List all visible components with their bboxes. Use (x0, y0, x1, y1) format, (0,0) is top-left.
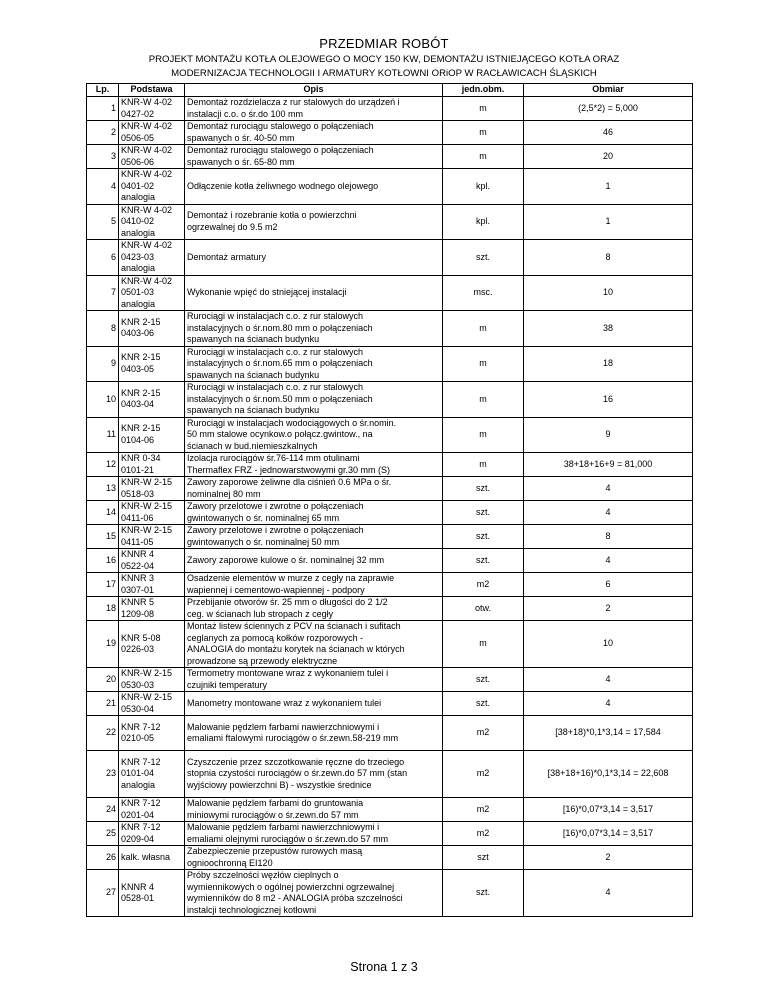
table-row (87, 822, 693, 846)
code-line: 0403-05 (121, 363, 155, 374)
header-code: Podstawa (119, 84, 185, 97)
code-line: KNR 2-15 (121, 387, 161, 398)
desc-line: Odłączenie kotła żeliwnego wodnego olejowego (187, 180, 379, 191)
desc-line: spawanych na ścianach budynku (187, 334, 320, 344)
table-body (87, 97, 693, 917)
cell-desc (185, 453, 443, 477)
code-line: KNR 2-15 (121, 316, 161, 327)
desc-line: ogrzewalnej do 9.5 m2 (187, 221, 278, 232)
code-line: KNR-W 2-15 (121, 668, 173, 678)
code-line: KNNR 5 (121, 597, 155, 607)
code-line: KNR-W 4-02 (121, 169, 173, 179)
cell-desc (185, 346, 443, 382)
cell-desc (185, 121, 443, 145)
desc-line: instalacyjnych o śr.nom.65 mm o połączeniach (187, 358, 373, 368)
code-line: 0427-02 (121, 108, 155, 119)
cell-unit: kpl. (443, 204, 524, 240)
cell-desc (185, 798, 443, 822)
code-line: 0530-03 (121, 679, 155, 690)
cell-qty: 10 (524, 621, 693, 668)
code-line: KNR-W 2-15 (121, 692, 173, 702)
cell-qty: 4 (524, 870, 693, 917)
cell-lp: 24 (87, 798, 119, 822)
code-line: 0210-05 (121, 733, 155, 743)
page-footer: Strona 1 z 3 (350, 960, 418, 974)
desc-line: Termometry montowane wraz z wykonaniem tulei i (187, 668, 389, 678)
cell-lp: 26 (87, 846, 119, 870)
cell-unit: m (443, 97, 524, 121)
cell-code (119, 501, 185, 525)
cell-desc (185, 311, 443, 347)
cell-desc (185, 846, 443, 870)
cell-unit: szt. (443, 240, 524, 276)
cell-desc (185, 525, 443, 549)
desc-line: wapiennej i cementowo-wapiennej - podpory (187, 584, 365, 595)
cell-unit: m2 (443, 716, 524, 751)
table-row (87, 549, 693, 573)
cell-code (119, 477, 185, 501)
desc-line: Zawory zaporowe żeliwne dla ciśnień 0.6 MPa o śr. (187, 477, 392, 487)
cell-lp: 6 (87, 240, 119, 276)
cell-lp: 21 (87, 692, 119, 716)
cell-lp: 7 (87, 275, 119, 311)
table-row (87, 382, 693, 418)
table-row (87, 97, 693, 121)
cell-qty: 1 (524, 204, 693, 240)
cell-qty: 18 (524, 346, 693, 382)
cell-unit: msc. (443, 275, 524, 311)
cell-qty: [16)*0,07*3,14 = 3,517 (524, 822, 693, 846)
cell-qty: [16)*0,07*3,14 = 3,517 (524, 798, 693, 822)
table-row (87, 121, 693, 145)
code-line: KNR-W 4-02 (121, 275, 173, 286)
cell-qty: 4 (524, 549, 693, 573)
cell-lp: 3 (87, 145, 119, 169)
code-line: KNR 2-15 (121, 352, 161, 363)
code-line: KNNR 4 (121, 549, 155, 559)
code-line: KNR 7-12 (121, 798, 161, 808)
desc-line: instalacyjnych o śr.nom.50 mm o połączeniach (187, 393, 373, 404)
table-row (87, 477, 693, 501)
cell-lp: 18 (87, 597, 119, 621)
code-line: KNR 7-12 (121, 756, 161, 767)
table-row (87, 417, 693, 453)
desc-line: miniowymi rurociągów o śr.zewn.do 57 mm (187, 809, 359, 820)
cell-desc (185, 382, 443, 418)
code-line: 0104-06 (121, 434, 155, 445)
code-line: 0423-03 (121, 251, 155, 262)
table-row (87, 169, 693, 205)
cell-desc (185, 549, 443, 573)
code-line: KNR 7-12 (121, 721, 161, 732)
cell-unit: m (443, 311, 524, 347)
cell-code (119, 846, 185, 870)
cell-qty: 16 (524, 382, 693, 418)
code-line: analogia (121, 263, 156, 273)
code-line: KNR 0-34 (121, 453, 161, 463)
table-row (87, 716, 693, 751)
code-line: 0501-03 (121, 287, 155, 297)
desc-line: ognioochronną EI120 (187, 857, 273, 868)
desc-line: Rurociągi w instalacjach c.o. z rur stalowych (187, 382, 364, 392)
cell-unit: m2 (443, 751, 524, 798)
code-line: 0201-04 (121, 809, 155, 820)
code-line: 0506-05 (121, 132, 155, 143)
desc-line: Demontaż armatury (187, 251, 267, 262)
cell-code (119, 716, 185, 751)
cell-unit: szt. (443, 501, 524, 525)
cell-qty: 2 (524, 846, 693, 870)
desc-line: gwintowanych o śr. nominalnej 50 mm (187, 536, 340, 547)
cell-desc (185, 822, 443, 846)
cell-unit: m (443, 417, 524, 453)
code-line: KNNR 4 (121, 881, 155, 892)
table-row (87, 453, 693, 477)
cell-code (119, 597, 185, 621)
cell-code (119, 870, 185, 917)
subtitle-line-1: PROJEKT MONTAŻU KOTŁA OLEJOWEGO O MOCY 150 KW, DEMONTAŻU ISTNIEJĄCEGO KOTŁA ORAZ (148, 54, 620, 65)
subtitle-line-2: MODERNIZACJA TECHNOLOGII I ARMATURY KOTŁOWNI ORiOP W RACŁAWICACH ŚLĄSKICH (171, 68, 597, 79)
cell-lp: 27 (87, 870, 119, 917)
desc-line: nominalnej 80 mm (187, 488, 261, 499)
cell-code (119, 382, 185, 418)
code-line: 0209-04 (121, 833, 155, 844)
header-unit: jedn.obm. (443, 84, 524, 97)
cell-unit: otw. (443, 597, 524, 621)
cell-code (119, 204, 185, 240)
header-desc: Opis (185, 84, 443, 97)
cell-lp: 25 (87, 822, 119, 846)
cell-qty: 4 (524, 501, 693, 525)
cell-lp: 8 (87, 311, 119, 347)
cell-lp: 14 (87, 501, 119, 525)
code-line: 0403-06 (121, 328, 155, 339)
cell-lp: 9 (87, 346, 119, 382)
cell-qty: 8 (524, 525, 693, 549)
desc-line: wyjściowy powierzchni B) - wszystkie średnice (187, 779, 372, 790)
desc-line: Zawory zaporowe kulowe o śr. nominalnej 32 mm (187, 554, 385, 565)
cell-unit: szt. (443, 549, 524, 573)
cell-unit: m2 (443, 573, 524, 597)
code-line: KNR-W 2-15 (121, 477, 173, 487)
document-title: PRZEDMIAR ROBÓT (319, 36, 449, 51)
desc-line: Demontaż i rozebranie kotła o powierzchni (187, 210, 357, 221)
table-header-row (87, 84, 693, 97)
cell-qty: 2 (524, 597, 693, 621)
cell-qty: 9 (524, 417, 693, 453)
cell-qty: (2,5*2) = 5,000 (524, 97, 693, 121)
desc-line: Czyszczenie przez szczotkowanie ręczne do trzeciego (187, 756, 405, 767)
code-line: 0410-02 (121, 216, 155, 226)
desc-line: Rurociągi w instalacjach c.o. z rur stalowych (187, 311, 364, 321)
cell-desc (185, 240, 443, 276)
cell-qty: 38 (524, 311, 693, 347)
desc-line: instalacji c.o. o śr.do 100 mm (187, 108, 304, 119)
desc-line: czujniki temperatury (187, 679, 268, 690)
desc-line: Montaż listew ściennych z PCV na ścianach i sufitach (187, 621, 401, 631)
cell-desc (185, 501, 443, 525)
cell-desc (185, 597, 443, 621)
cell-qty: 1 (524, 169, 693, 205)
code-line: kalk. własna (121, 851, 171, 862)
code-line: 0518-03 (121, 488, 155, 499)
cell-qty: 8 (524, 240, 693, 276)
desc-line: spawanych o śr. 40-50 mm (187, 132, 295, 143)
cell-lp: 5 (87, 204, 119, 240)
cell-code (119, 525, 185, 549)
cell-lp: 10 (87, 382, 119, 418)
desc-line: Zabezpieczenie przepustów rurowych masą (187, 846, 363, 856)
cell-code (119, 751, 185, 798)
desc-line: Zawory przelotowe i zwrotne o połączeniach (187, 525, 364, 535)
desc-line: Przebijanie otworów śr. 25 mm o długości do 2 1/2 (187, 597, 388, 607)
desc-line: Demontaż rurociągu stalowego o połączeniach (187, 145, 374, 155)
cell-desc (185, 870, 443, 917)
cell-unit: szt (443, 846, 524, 870)
desc-line: emaliami ftalowymi rurociągów o śr.zewn.58-219 mm (187, 733, 399, 743)
cell-qty: 4 (524, 692, 693, 716)
cell-unit: kpl. (443, 169, 524, 205)
cell-qty: [38+18+16)*0,1*3,14 = 22,608 (524, 751, 693, 798)
cell-unit: m2 (443, 798, 524, 822)
cell-code (119, 692, 185, 716)
cell-qty: 38+18+16+9 = 81,000 (524, 453, 693, 477)
cell-unit: m (443, 382, 524, 418)
code-line: KNR-W 4-02 (121, 121, 173, 131)
code-line: KNR-W 2-15 (121, 501, 173, 511)
cell-code (119, 145, 185, 169)
code-line: analogia (121, 298, 156, 309)
table-row (87, 597, 693, 621)
table-row (87, 798, 693, 822)
desc-line: Demontaż rurociągu stalowego o połączeniach (187, 121, 374, 131)
cell-code (119, 346, 185, 382)
cell-code (119, 573, 185, 597)
code-line: KNR 7-12 (121, 822, 161, 832)
cell-qty: 4 (524, 477, 693, 501)
cell-unit: szt. (443, 692, 524, 716)
code-line: 0403-04 (121, 399, 155, 410)
header-qty: Obmiar (524, 84, 693, 97)
cell-qty: 10 (524, 275, 693, 311)
table-row (87, 751, 693, 798)
cell-unit: szt. (443, 525, 524, 549)
cell-lp: 11 (87, 417, 119, 453)
cell-qty: 4 (524, 668, 693, 692)
desc-line: spawanych na ścianach budynku (187, 369, 320, 380)
desc-line: emaliami olejnymi rurociągów o śr.zewn.do 57 mm (187, 833, 389, 844)
desc-line: ceglanych za pomocą kołków rozporowych - (187, 632, 364, 643)
desc-line: Osadzenie elementów w murze z cegły na zaprawie (187, 573, 395, 583)
code-line: analogia (121, 227, 156, 238)
cell-desc (185, 573, 443, 597)
cell-unit: m (443, 145, 524, 169)
cell-desc (185, 716, 443, 751)
cell-unit: szt. (443, 870, 524, 917)
table-row (87, 501, 693, 525)
cell-unit: m (443, 121, 524, 145)
cell-lp: 17 (87, 573, 119, 597)
desc-line: prowadzone są przewody elektryczne (187, 655, 338, 666)
cell-code (119, 668, 185, 692)
table-row (87, 346, 693, 382)
desc-line: Malowanie pędzlem farbami nawierzchniowymi i (187, 822, 380, 832)
cell-desc (185, 668, 443, 692)
table-row (87, 621, 693, 668)
code-line: KNR-W 4-02 (121, 204, 173, 215)
cell-lp: 19 (87, 621, 119, 668)
table-row (87, 311, 693, 347)
cell-desc (185, 204, 443, 240)
table-row (87, 573, 693, 597)
table-row (87, 870, 693, 917)
cell-code (119, 97, 185, 121)
desc-line: Próby szczelności węzłów cieplnych o (187, 870, 339, 880)
code-line: KNR 5-08 (121, 632, 161, 643)
table-row (87, 145, 693, 169)
code-line: 0101-21 (121, 464, 155, 475)
bill-of-quantities-table (86, 83, 693, 917)
desc-line: ANALOGIA do montażu korytek na ścianach w których (187, 644, 405, 654)
document-subtitle (40, 53, 728, 81)
desc-line: spawanych o śr. 65-80 mm (187, 156, 295, 167)
code-line: 0528-01 (121, 893, 155, 903)
desc-line: Malowanie pędzlem farbami do gruntowania (187, 798, 364, 808)
code-line: KNR-W 4-02 (121, 97, 173, 107)
cell-code (119, 453, 185, 477)
table-row (87, 240, 693, 276)
code-line: 0506-06 (121, 156, 155, 167)
cell-unit: m2 (443, 822, 524, 846)
cell-code (119, 240, 185, 276)
table-row (87, 275, 693, 311)
cell-code (119, 169, 185, 205)
desc-line: wymiennikowych o ogólnej powierzchni ogrzewalnej (187, 881, 395, 892)
cell-code (119, 798, 185, 822)
code-line: 0411-05 (121, 536, 154, 547)
cell-lp: 23 (87, 751, 119, 798)
cell-unit: m (443, 346, 524, 382)
code-line: KNR-W 2-15 (121, 525, 173, 535)
code-line: 0530-04 (121, 703, 155, 714)
desc-line: ścianach w bud.niemieszkalnych (187, 440, 318, 451)
table-row (87, 668, 693, 692)
cell-unit: szt. (443, 477, 524, 501)
cell-lp: 22 (87, 716, 119, 751)
desc-line: instalcji technologicznej kotłowni (187, 904, 317, 915)
desc-line: Thermaflex FRZ - jednowarstwowymi gr.30 mm (S) (187, 464, 391, 475)
cell-lp: 12 (87, 453, 119, 477)
cell-desc (185, 275, 443, 311)
cell-desc (185, 477, 443, 501)
code-line: 0411-06 (121, 512, 154, 523)
desc-line: 50 mm stalowe ocynkow.o połącz.gwintow., na (187, 429, 373, 439)
desc-line: Wykonanie wpięć do stniejącej instalacji (187, 287, 347, 297)
desc-line: gwintowanych o śr. nominalnej 65 mm (187, 512, 340, 523)
code-line: analogia (121, 192, 156, 202)
cell-code (119, 311, 185, 347)
cell-qty: 46 (524, 121, 693, 145)
table-row (87, 204, 693, 240)
code-line: 0522-04 (121, 560, 155, 571)
desc-line: wymienników do 8 m2 - ANALOGIA próba szczelności (187, 893, 403, 903)
code-line: 0101-04 (121, 768, 155, 779)
desc-line: Manometry montowane wraz z wykonaniem tulei (187, 697, 382, 708)
cell-lp: 13 (87, 477, 119, 501)
code-line: 0307-01 (121, 584, 155, 595)
code-line: analogia (121, 779, 156, 790)
cell-code (119, 275, 185, 311)
cell-lp: 16 (87, 549, 119, 573)
cell-lp: 4 (87, 169, 119, 205)
code-line: 0401-02 (121, 180, 155, 191)
cell-desc (185, 145, 443, 169)
cell-code (119, 621, 185, 668)
cell-desc (185, 169, 443, 205)
code-line: KNNR 3 (121, 573, 155, 583)
desc-line: Demontaż rozdzielacza z rur stalowych do urządzeń i (187, 97, 400, 107)
cell-desc (185, 97, 443, 121)
cell-unit: szt. (443, 668, 524, 692)
desc-line: Malowanie pędzlem farbami nawierzchniowymi i (187, 721, 380, 732)
desc-line: ceg. w ścianach lub stropach z cegły (187, 608, 334, 619)
cell-lp: 1 (87, 97, 119, 121)
cell-unit: m (443, 621, 524, 668)
cell-desc (185, 751, 443, 798)
code-line: KNR-W 4-02 (121, 145, 173, 155)
cell-code (119, 121, 185, 145)
desc-line: instalacyjnych o śr.nom.80 mm o połączeniach (187, 322, 373, 333)
cell-lp: 15 (87, 525, 119, 549)
code-line: KNR-W 4-02 (121, 240, 173, 250)
cell-desc (185, 621, 443, 668)
code-line: 0226-03 (121, 644, 155, 654)
desc-line: spawanych na ścianach budynku (187, 405, 320, 415)
cell-qty: [38+18)*0,1*3,14 = 17,584 (524, 716, 693, 751)
cell-code (119, 417, 185, 453)
desc-line: Rurociągi w instalacjach c.o. z rur stalowych (187, 346, 364, 357)
cell-code (119, 822, 185, 846)
cell-lp: 20 (87, 668, 119, 692)
desc-line: stopnia czystości rurociągów o śr.zewn.do 57 mm (stan (187, 768, 408, 779)
header-lp: Lp. (87, 84, 119, 97)
desc-line: Zawory przelotowe i zwrotne o połączeniach (187, 501, 364, 511)
cell-qty: 20 (524, 145, 693, 169)
code-line: KNR 2-15 (121, 423, 161, 434)
cell-desc (185, 417, 443, 453)
table-row (87, 525, 693, 549)
code-line: 1209-08 (121, 608, 155, 619)
table-row (87, 692, 693, 716)
desc-line: Izolacja rurociągów śr.76-114 mm otulinami (187, 453, 360, 463)
cell-unit: m (443, 453, 524, 477)
cell-code (119, 549, 185, 573)
cell-lp: 2 (87, 121, 119, 145)
cell-qty: 6 (524, 573, 693, 597)
cell-desc (185, 692, 443, 716)
table-row (87, 846, 693, 870)
desc-line: Rurociągi w instalacjach wodociągowych o śr.nomin. (187, 417, 397, 428)
